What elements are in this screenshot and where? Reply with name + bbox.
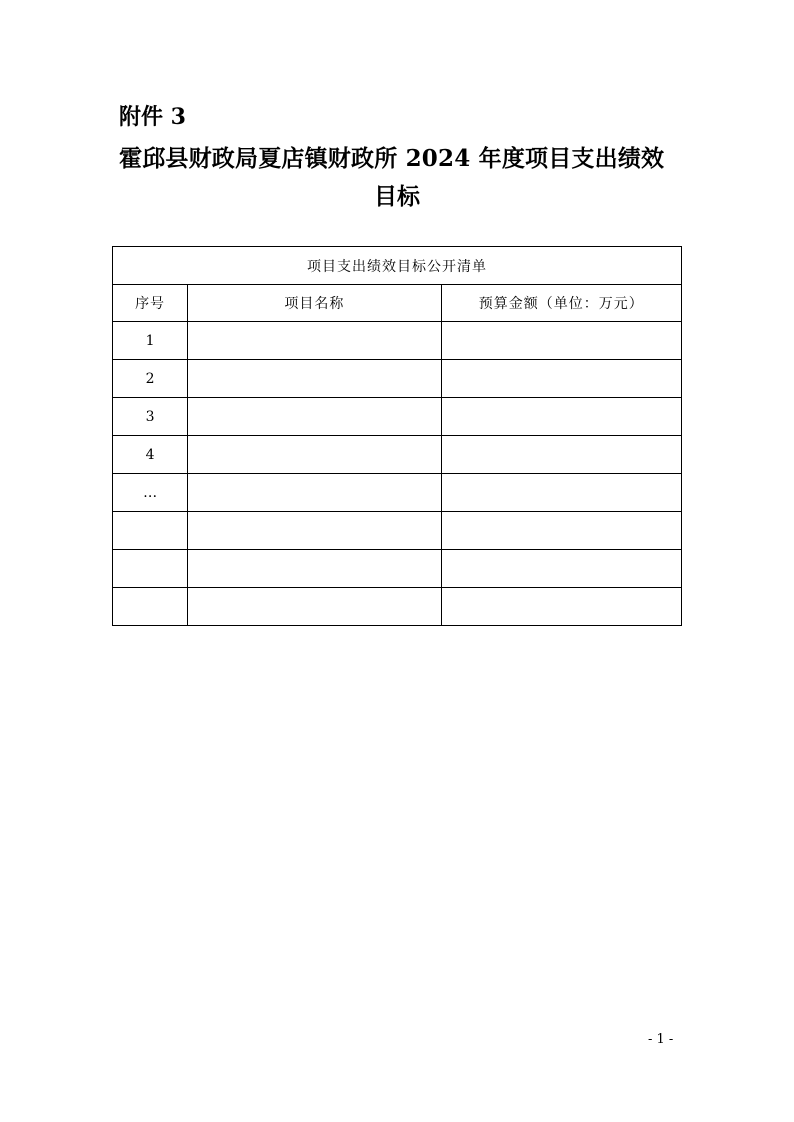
cell-project-name xyxy=(188,474,441,512)
table-caption-row xyxy=(113,247,682,285)
cell-seq: 2 xyxy=(113,360,188,398)
cell-budget xyxy=(441,588,681,626)
table-caption: 项目支出绩效目标公开清单 xyxy=(113,247,682,285)
table-row xyxy=(113,474,682,512)
cell-project-name xyxy=(188,398,441,436)
cell-budget xyxy=(441,550,681,588)
table-row xyxy=(113,398,682,436)
cell-project-name xyxy=(188,512,441,550)
table-header-row xyxy=(113,285,682,322)
cell-seq: 1 xyxy=(113,322,188,360)
page-number: - 1 - xyxy=(648,1032,674,1047)
document-title-line-2: 目标 xyxy=(374,183,420,210)
table-row xyxy=(113,436,682,474)
table-row xyxy=(113,322,682,360)
performance-target-table xyxy=(112,246,682,626)
cell-budget xyxy=(441,474,681,512)
cell-project-name xyxy=(188,322,441,360)
cell-seq: … xyxy=(113,474,188,512)
performance-target-table-container xyxy=(112,246,682,626)
cell-seq xyxy=(113,588,188,626)
cell-project-name xyxy=(188,360,441,398)
cell-seq xyxy=(113,512,188,550)
cell-project-name xyxy=(188,550,441,588)
cell-budget xyxy=(441,322,681,360)
cell-budget xyxy=(441,436,681,474)
table-row xyxy=(113,550,682,588)
header-seq: 序号 xyxy=(113,285,188,322)
table-row xyxy=(113,512,682,550)
cell-project-name xyxy=(188,588,441,626)
cell-seq xyxy=(113,550,188,588)
cell-budget xyxy=(441,398,681,436)
cell-budget xyxy=(441,360,681,398)
cell-project-name xyxy=(188,436,441,474)
table-row xyxy=(113,588,682,626)
cell-seq: 4 xyxy=(113,436,188,474)
attachment-label: 附件 3 xyxy=(119,104,186,130)
table-row xyxy=(113,360,682,398)
cell-budget xyxy=(441,512,681,550)
header-budget: 预算金额（单位：万元） xyxy=(441,285,681,322)
cell-seq: 3 xyxy=(113,398,188,436)
header-project-name: 项目名称 xyxy=(188,285,441,322)
document-title-line-1: 霍邱县财政局夏店镇财政所 2024 年度项目支出绩效 xyxy=(119,145,665,172)
document-title xyxy=(112,140,682,216)
